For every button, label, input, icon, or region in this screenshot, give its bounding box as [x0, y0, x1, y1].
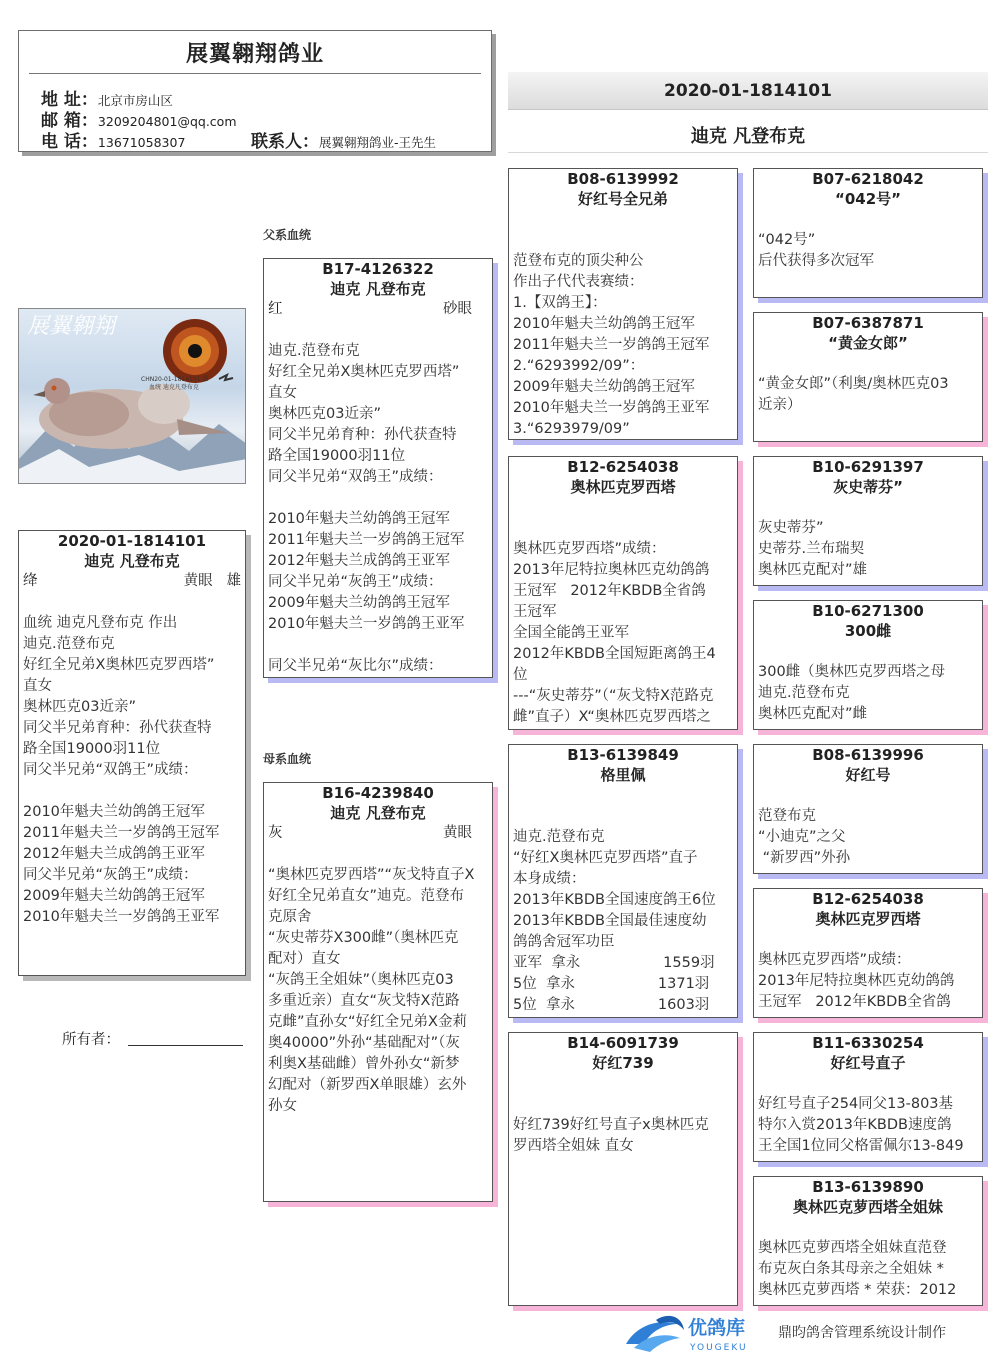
great-grandparent-description: 奥林匹克罗西塔”成绩： 2013年尼特拉奥林匹克幼鸽鸽 王冠军 2012年KBDB全省鸽: [758, 952, 955, 1010]
grandparent-name: 好红739: [592, 1054, 654, 1072]
email-label: 邮 箱：: [41, 111, 98, 131]
great-grandparent-description: 灰史蒂芬” 史蒂芬.兰布瑞契 奥林匹克配对”雄: [758, 520, 868, 578]
sire-ring-number: B17-4126322: [322, 260, 434, 278]
great-grandparent-description: 奥林匹克萝西塔全姐妹直范登 布克灰白条其母亲之全姐妹 * 奥林匹克萝西塔 * 荣获：2012: [758, 1240, 957, 1298]
grandparent-ring-number: B14-6091739: [567, 1034, 679, 1052]
great-grandparent-card: [753, 456, 983, 586]
grandparent-ring-number: B08-6139992: [567, 170, 679, 188]
pigeon-photo-art: [19, 309, 246, 484]
dam-description: “奥林匹克罗西塔”“灰戈特直子X 好红全兄弟直女”迪克。范登布 克原舍 “灰史蒂芬X300雌”（奥林匹克 配对）直女 “灰鸽王全姐妹”（奥林匹克03 多重近亲）直女“灰戈特X范路 克雌”直孙女“好红全兄弟X金莉 奥40000”外孙“基础配对”（灰 利奥X基础雌）曾外孙女“新梦 幻配对（新罗西X单眼雄）玄外 孙女: [268, 867, 475, 1114]
email-value[interactable]: 3209204801@qq.com: [97, 114, 237, 129]
subject-bird-card: [18, 530, 246, 976]
great-grandparent-card: [753, 744, 983, 874]
grandparent-name: 格里佩: [600, 766, 646, 784]
great-grandparent-card: [753, 888, 983, 1018]
subject-attributes: [23, 571, 241, 592]
grandsire-paternal-card: [508, 168, 738, 440]
great-grandparent-ring-number: B11-6330254: [812, 1034, 924, 1052]
title-divider: [508, 152, 988, 153]
address-value: 北京市房山区: [97, 93, 173, 108]
great-grandparent-card: [753, 168, 983, 298]
contact-value: 展翼翱翔鸽业-王先生: [319, 135, 437, 150]
great-grandparent-ring-number: B10-6291397: [812, 458, 924, 476]
subject-color: 绛: [23, 573, 38, 589]
pedigree-bird-name: 迪克 凡登布克: [690, 126, 806, 147]
photo-caption-2: 血统 迪克凡登布克: [149, 384, 199, 391]
great-grandparent-ring-number: B08-6139996: [812, 746, 924, 764]
subject-sex: 雄: [226, 573, 241, 589]
grandparent-description: 好红739好红号直子x奥林匹克 罗西塔全姐妹 直女: [513, 1117, 709, 1154]
great-grandparent-name: “黄金女郎”: [828, 334, 908, 352]
sire-card: [263, 258, 493, 678]
subject-name: 迪克 凡登布克: [84, 552, 180, 570]
sire-color: 红: [268, 301, 283, 317]
sire-eye: 砂眼: [443, 301, 472, 317]
great-grandparent-ring-number: B07-6387871: [812, 314, 924, 332]
dam-attributes: [268, 823, 488, 844]
sire-attributes: [268, 299, 488, 320]
great-grandparent-card: [753, 312, 983, 442]
dam-ring-number: B16-4239840: [322, 784, 434, 802]
great-grandparent-name: 奥林匹克萝西塔全姐妹: [792, 1198, 943, 1216]
header-divider: [29, 73, 481, 74]
address-label: 地 址：: [41, 90, 98, 110]
footer-credit: 鼎昀鸽舍管理系统设计制作: [778, 1325, 946, 1341]
great-grandparent-name: 好红号: [845, 766, 891, 784]
great-grandparent-description: “042号” 后代获得多次冠军: [758, 232, 874, 269]
great-grandparent-card: [753, 1032, 983, 1162]
great-grandparent-description: 300雌（奥林匹克罗西塔之母 迪克.范登布克 奥林匹克配对”雌: [758, 664, 946, 722]
great-grandparent-description: “黄金女郎”（利奥/奥林匹克03 近亲）: [758, 376, 949, 413]
great-grandparent-ring-number: B10-6271300: [812, 602, 924, 620]
contact-label: 联系人：: [251, 132, 319, 152]
brand-name: 优鸽库: [688, 1317, 746, 1339]
grandparent-ring-number: B12-6254038: [567, 458, 679, 476]
photo-caption: CHN20-01-1814101 雄: [141, 376, 209, 383]
phone-value: 13671058307: [97, 135, 186, 150]
great-grandparent-name: 灰史蒂芬”: [833, 478, 903, 496]
photo-script-logo: 展翼翱翔: [27, 314, 116, 339]
owner-signature-line: [128, 1045, 243, 1046]
great-grandparent-name: 300雌: [844, 622, 892, 640]
sire-name: 迪克 凡登布克: [330, 280, 426, 298]
great-grandparent-card: [753, 1176, 983, 1306]
breeder-title: 展翼翱翔鸽业: [185, 42, 324, 67]
dam-eye: 黄眼: [443, 825, 472, 841]
father-line-label: 父系血统: [263, 228, 312, 242]
great-grandparent-description: 范登布克 “小迪克”之父 “新罗西”外孙: [758, 808, 851, 866]
great-grandparent-name: 奥林匹克罗西塔: [815, 910, 921, 928]
subject-ring-number: 2020-01-1814101: [57, 532, 207, 550]
brand-name-en: YOUGEKU: [690, 1343, 748, 1353]
grandparent-description: 奥林匹克罗西塔”成绩： 2013年尼特拉奥林匹克幼鸽鸽 王冠军 2012年KBDB全省鸽 王冠军 全国全能鸽王亚军 2012年KBDB全国短距离鸽王4 位 ---“灰史蒂芬”（“灰戈特X范路克 雌”直子）X“奥林匹克罗西塔之: [513, 541, 716, 725]
phone-row: [41, 127, 481, 152]
yougeku-logo: [620, 1308, 768, 1358]
great-grandparent-name: 好红号直子: [830, 1054, 906, 1072]
grandparent-ring-number: B13-6139849: [567, 746, 679, 764]
subject-eye: 黄眼: [183, 573, 213, 589]
grandparent-name: 奥林匹克罗西塔: [570, 478, 676, 496]
granddam-maternal-card: [508, 1032, 738, 1306]
grandparent-description: 迪克.范登布克 “好红X奥林匹克罗西塔”直子 本身成绩： 2013年KBDB全国速度鸽王6位 2013年KBDB全国最佳速度幼 鸽鸽舍冠军功臣 亚军 拿永 1559羽 5位 拿永 1371羽 5位 拿永 1603羽: [513, 829, 716, 1013]
grandparent-description: 范登布克的顶尖种公 作出子代代表赛绩： 1.【双鸽王】： 2010年魁夫兰幼鸽鸽王冠军 2011年魁夫兰一岁鸽鸽王冠军 2.“6293992/09”： 2009年魁夫兰幼鸽鸽王冠军 2010年魁夫兰一岁鸽鸽王亚军 3.“6293979/09”: [513, 253, 710, 437]
granddam-paternal-card: [508, 456, 738, 730]
great-grandparent-description: 好红号直子254同父13-803基 特尔入赏2013年KBDB速度鸽 王全国1位同父格雷佩尔13-849: [758, 1096, 964, 1154]
breeder-info-card: [18, 30, 492, 152]
phone-label: 电 话：: [41, 132, 98, 152]
grandparent-name: 好红号全兄弟: [577, 190, 668, 208]
sire-description: 迪克.范登布克 好红全兄弟X奥林匹克罗西塔” 直女 奥林匹克03近亲” 同父半兄弟育种：孙代获查特 路全国19000羽11位 同父半兄弟“双鸽王”成绩： 2010年魁夫兰幼鸽鸽王冠军 2011年魁夫兰一岁鸽鸽王冠军 2012年魁夫兰成鸽鸽王亚军 同父半兄弟“灰鸽王”成绩： 2009年魁夫兰幼鸽鸽王冠军 2010年魁夫兰一岁鸽鸽王亚军 同父半兄弟“灰比尔”成绩：: [268, 343, 465, 674]
dam-name: 迪克 凡登布克: [330, 804, 426, 822]
great-grandparent-ring-number: B07-6218042: [812, 170, 924, 188]
great-grandparent-name: “042号”: [834, 190, 902, 208]
great-grandparent-ring-number: B13-6139890: [812, 1178, 924, 1196]
dam-card: [263, 782, 493, 1202]
dam-color: 灰: [268, 825, 283, 841]
grandsire-maternal-card: [508, 744, 738, 1018]
pigeon-photo: [18, 308, 246, 484]
mother-line-label: 母系血统: [263, 752, 312, 766]
great-grandparent-card: [753, 600, 983, 730]
yougeku-logo-icon: [620, 1308, 768, 1358]
great-grandparent-ring-number: B12-6254038: [812, 890, 924, 908]
owner-label: 所有者：: [62, 1032, 120, 1048]
contact-block: [251, 127, 436, 152]
pedigree-ring-number: 2020-01-1814101: [508, 72, 988, 110]
subject-description: 血统 迪克凡登布克 作出 迪克.范登布克 好红全兄弟X奥林匹克罗西塔” 直女 奥林匹克03近亲” 同父半兄弟育种：孙代获查特 路全国19000羽11位 同父半兄弟“双鸽王”成绩： 2010年魁夫兰幼鸽鸽王冠军 2011年魁夫兰一岁鸽鸽王冠军 2012年魁夫兰成鸽鸽王亚军 同父半兄弟“灰鸽王”成绩： 2009年魁夫兰幼鸽鸽王冠军 2010年魁夫兰一岁鸽鸽王亚军: [23, 615, 220, 925]
